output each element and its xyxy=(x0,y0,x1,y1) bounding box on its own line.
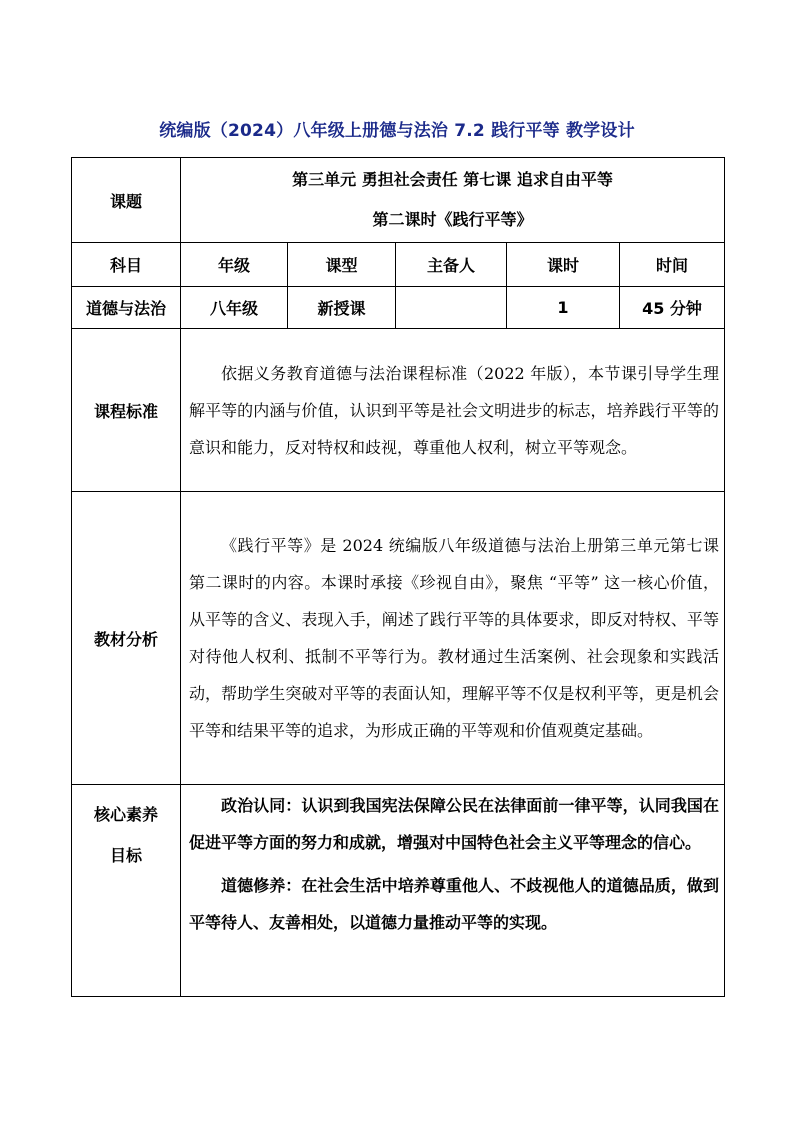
standard-text: 依据义务教育道德与法治课程标准（2022 年版），本节课引导学生理解平等的内涵与价值，认识到平等是社会文明进步的标志，培养践行平等的意识和能力，反对特权和歧视，尊重他人权利，树立平等观念。 xyxy=(189,363,719,457)
analysis-row xyxy=(72,492,725,785)
header-subject: 科目 xyxy=(72,243,181,287)
document-title: 统编版（2024）八年级上册德与法治 7.2 践行平等 教学设计 xyxy=(159,121,635,141)
standard-cell xyxy=(181,329,725,492)
header-time: 时间 xyxy=(620,243,725,287)
lesson-plan-table xyxy=(71,157,725,997)
core-goal-moral: 道德修养：在社会生活中培养尊重他人、不歧视他人的道德品质，做到平等待人、友善相处，以道德力量推动平等的实现。 xyxy=(189,876,719,932)
header-preparer: 主备人 xyxy=(396,243,507,287)
value-preparer xyxy=(396,287,507,329)
core-cell xyxy=(181,785,725,997)
topic-label: 课题 xyxy=(72,158,181,243)
value-lesson-type: 新授课 xyxy=(288,287,396,329)
analysis-cell xyxy=(181,492,725,785)
value-periods: 1 xyxy=(507,287,620,329)
header-row xyxy=(72,243,725,287)
header-periods: 课时 xyxy=(507,243,620,287)
analysis-text: 《践行平等》是 2024 统编版八年级道德与法治上册第三单元第七课第二课时的内容。本课时承接《珍视自由》，聚焦 “平等” 这一核心价值，从平等的含义、表现入手，阐述了践行平等的具体要求，即反对特权、平等对待他人权利、抵制不平等行为。教材通过生活案例、社会现象和实践活动，帮助学生突破对平等的表面认知，理解平等不仅是权利平等，更是机会平等和结果平等的追求，为形成正确的平等观和价值观奠定基础。 xyxy=(189,536,719,740)
core-row xyxy=(72,785,725,997)
header-lesson-type: 课型 xyxy=(288,243,396,287)
core-goal-political: 政治认同：认识到我国宪法保障公民在法律面前一律平等，认同我国在促进平等方面的努力和成就，增强对中国特色社会主义平等理念的信心。 xyxy=(189,796,719,852)
values-row xyxy=(72,287,725,329)
core-label-line-1: 核心素养 xyxy=(93,805,158,824)
analysis-label: 教材分析 xyxy=(72,492,181,785)
topic-cell xyxy=(181,158,725,243)
topic-row xyxy=(72,158,725,243)
core-label-line-2: 目标 xyxy=(109,846,142,865)
core-label xyxy=(72,785,181,997)
value-grade: 八年级 xyxy=(181,287,288,329)
standard-row xyxy=(72,329,725,492)
value-subject: 道德与法治 xyxy=(72,287,181,329)
header-grade: 年级 xyxy=(181,243,288,287)
topic-line-2: 第二课时《践行平等》 xyxy=(372,210,533,229)
standard-label: 课程标准 xyxy=(72,329,181,492)
value-time: 45 分钟 xyxy=(620,287,725,329)
topic-line-1: 第三单元 勇担社会责任 第七课 追求自由平等 xyxy=(292,170,613,189)
